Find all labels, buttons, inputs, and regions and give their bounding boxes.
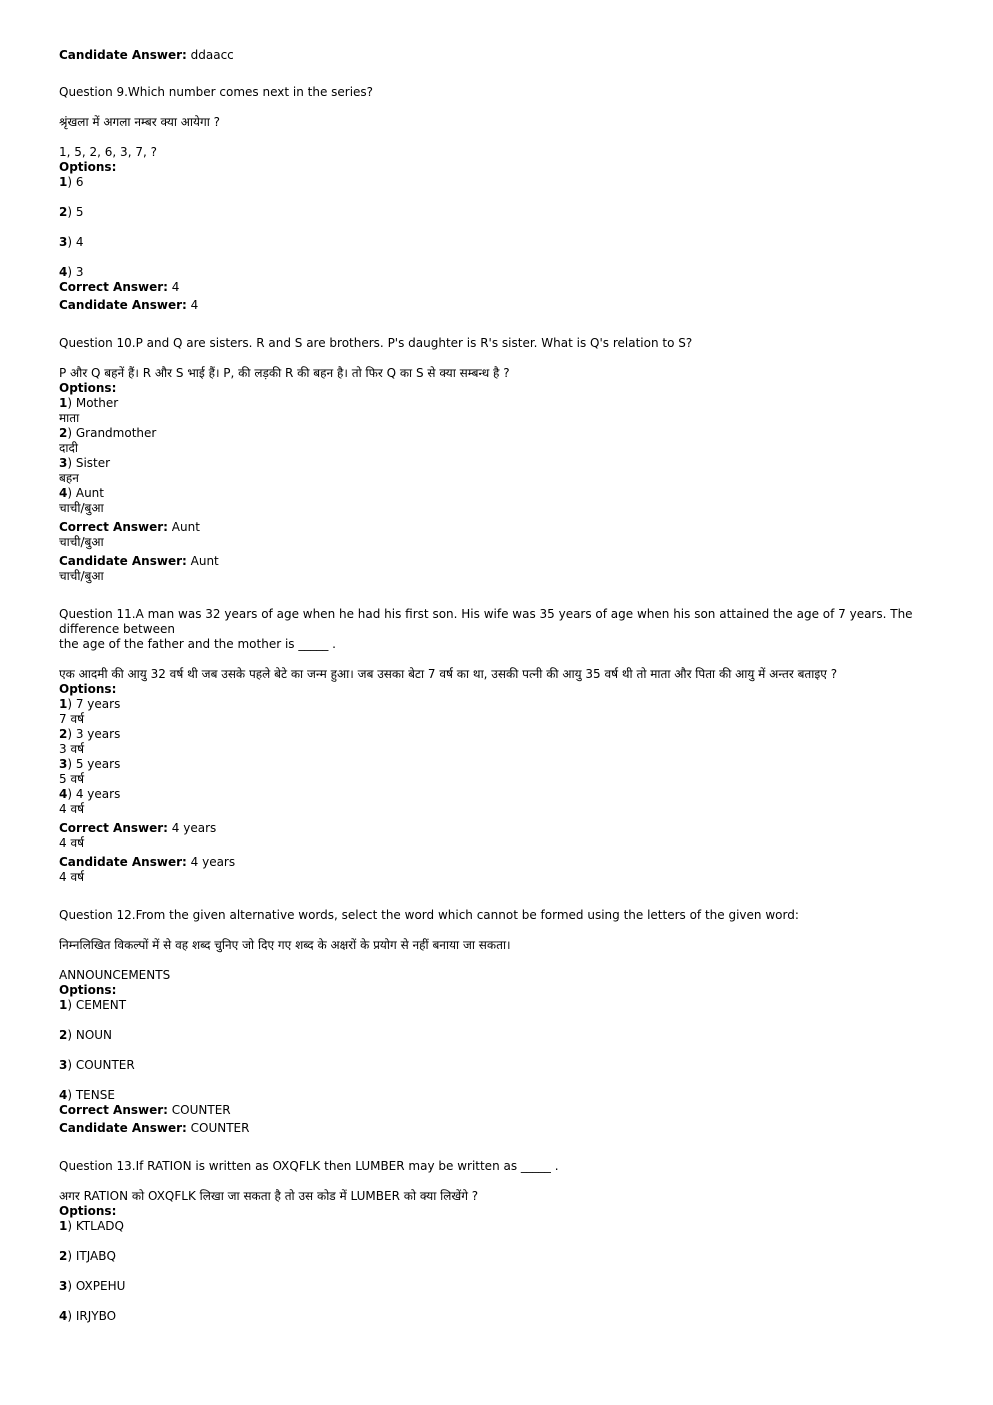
option-3: 3) 5 years: [59, 757, 121, 771]
question-13: [59, 1159, 939, 1324]
question-hindi: अगर RATION को OXQFLK लिखा जा सकता है तो उस कोड में LUMBER को क्या लिखेंगे ?: [59, 1189, 479, 1203]
correct-answer: Correct Answer: 4: [59, 280, 180, 294]
candidate-answer-hindi: 4 वर्ष: [59, 870, 85, 884]
option-2-hindi: दादी: [59, 441, 78, 455]
option-4: 4) 3: [59, 265, 84, 279]
candidate-answer-hindi: चाची/बुआ: [59, 569, 104, 583]
question-hindi: श्रृंखला में अगला नम्बर क्या आयेगा ?: [59, 115, 221, 129]
option-3: 3) COUNTER: [59, 1058, 135, 1072]
question-title: Question 12.From the given alternative words, select the word which cannot be formed using the letters of the given word:: [59, 908, 799, 922]
option-4: 4) 4 years: [59, 787, 121, 801]
question-11: [59, 607, 939, 885]
option-1: 1) 7 years: [59, 697, 121, 711]
option-1: 1) Mother: [59, 396, 119, 410]
options-label: Options:: [59, 1204, 117, 1218]
candidate-answer-value: ddaacc: [190, 48, 234, 62]
option-3: 3) 4: [59, 235, 84, 249]
option-2-hindi: 3 वर्ष: [59, 742, 85, 756]
question-hindi: P और Q बहनें हैं। R और S भाई हैं। P, की लड़की R की बहन है। तो फिर Q का S से क्या सम्बन्ध है ?: [59, 366, 510, 380]
correct-answer-hindi: 4 वर्ष: [59, 836, 85, 850]
document-page: [59, 48, 939, 1330]
candidate-answer: Candidate Answer: COUNTER: [59, 1121, 250, 1135]
option-2: 2) Grandmother: [59, 426, 157, 440]
question-9: [59, 85, 939, 313]
correct-answer: Correct Answer: COUNTER: [59, 1103, 231, 1117]
question-hindi: एक आदमी की आयु 32 वर्ष थी जब उसके पहले बेटे का जन्म हुआ। जब उसका बेटा 7 वर्ष का था, उसकी पत्नी की आयु 35 वर्ष थी तो माता और पिता की आयु में अन्तर बताइए ?: [59, 667, 838, 681]
candidate-answer: Candidate Answer: Aunt: [59, 554, 219, 568]
correct-answer: Correct Answer: 4 years: [59, 821, 217, 835]
option-2: 2) ITJABQ: [59, 1249, 116, 1263]
options-label: Options:: [59, 682, 117, 696]
candidate-answer: Candidate Answer: 4 years: [59, 855, 236, 869]
question-title: Question 9.Which number comes next in the series?: [59, 85, 374, 99]
option-4-hindi: चाची/बुआ: [59, 501, 104, 515]
option-3-hindi: बहन: [59, 471, 79, 485]
question-hindi: निम्नलिखित विकल्पों में से वह शब्द चुनिए जो दिए गए शब्द के अक्षरों के प्रयोग से नहीं बनाया जा सकता।: [59, 938, 511, 952]
question-12: [59, 908, 939, 1136]
question-series: 1, 5, 2, 6, 3, 7, ?: [59, 145, 157, 159]
question-title-cont: the age of the father and the mother is _____ .: [59, 637, 336, 651]
option-2: 2) 5: [59, 205, 84, 219]
candidate-answer: Candidate Answer: 4: [59, 298, 199, 312]
option-1-hindi: माता: [59, 411, 80, 425]
option-1: 1) 6: [59, 175, 84, 189]
correct-answer-hindi: चाची/बुआ: [59, 535, 104, 549]
options-label: Options:: [59, 983, 117, 997]
question-10: [59, 336, 939, 584]
candidate-answer-label: Candidate Answer:: [59, 48, 187, 62]
prev-candidate-answer: [59, 48, 939, 63]
option-3: 3) OXPEHU: [59, 1279, 126, 1293]
option-1: 1) KTLADQ: [59, 1219, 124, 1233]
option-1-hindi: 7 वर्ष: [59, 712, 85, 726]
option-3: 3) Sister: [59, 456, 111, 470]
option-2: 2) 3 years: [59, 727, 121, 741]
question-word: ANNOUNCEMENTS: [59, 968, 171, 982]
correct-answer: Correct Answer: Aunt: [59, 520, 200, 534]
option-4: 4) Aunt: [59, 486, 104, 500]
option-2: 2) NOUN: [59, 1028, 113, 1042]
question-title: Question 13.If RATION is written as OXQFLK then LUMBER may be written as _____ .: [59, 1159, 559, 1173]
option-4: 4) TENSE: [59, 1088, 115, 1102]
question-title: Question 11.A man was 32 years of age when he had his first son. His wife was 35 years of age when his son attained the age of 7 years. The difference between: [59, 607, 917, 636]
option-4: 4) IRJYBO: [59, 1309, 117, 1323]
option-4-hindi: 4 वर्ष: [59, 802, 85, 816]
option-1: 1) CEMENT: [59, 998, 127, 1012]
option-3-hindi: 5 वर्ष: [59, 772, 85, 786]
options-label: Options:: [59, 160, 117, 174]
options-label: Options:: [59, 381, 117, 395]
question-title: Question 10.P and Q are sisters. R and S are brothers. P's daughter is R's sister. What is Q's relation to S?: [59, 336, 693, 350]
